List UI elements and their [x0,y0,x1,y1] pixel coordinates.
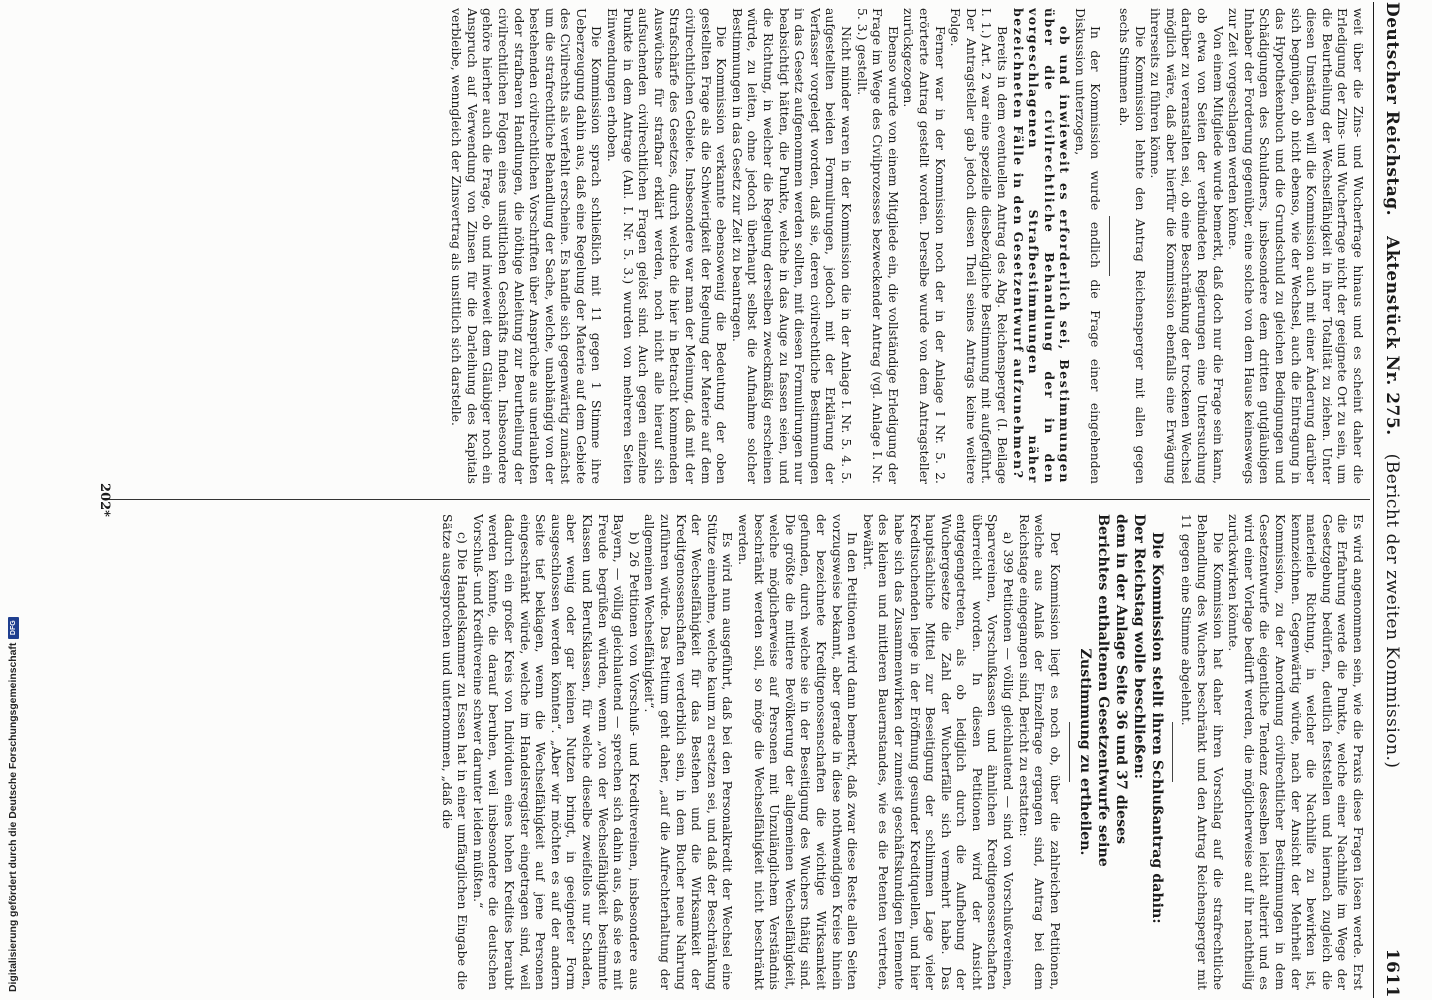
section-separator [1110,216,1111,276]
running-header [1376,2,1402,998]
resolution-line: Berichtes enthaltenen Gesetzentwurfe seine [1094,514,1111,867]
right-paragraph: b) 26 Petitionen von Vorschuß- und Kreditvereinen, insbesondere aus Bayern, — völlig gleichlautend — sprechen sich dahin aus, daß sie es mit Freude begrüßen würden, wenn „von der Wechselfähigkeit bestimmte Klassen und Berufsklassen, für welche dieselbe zweifellos nur Schaden, aber wenig oder gar keinen Nutzen bringt, in geeigneter Form ausgeschlossen werden könnten“. „Aber wir möchten es auf der andern Seite tief beklagen, wenn die Wechselfähigkeit auf jene Personen eingeschränkt würde, welche im Handelsregister eingetragen sind, weil dadurch ein großer Kreis von Individuen eines hohen Kredites beraubt werden könnte, die darauf beruhen, weil insbesondere die deutschen Vorschuß- und Kreditvereine schwer darunter leiden müßten.“ [470,514,642,990]
header-page-number: 1611 [1382,948,1402,998]
left-paragraph: Ebenso wurde von einem Mitgliede ein, die vollständige Erledigung der Frage im Wege des Civilprozesses bezweckender Antrag (vgl. Anlage I. Nr. 5. 3.) gestellt. [854,8,901,484]
resolution-line: Zustimmung zu ertheilen. [1076,648,1093,856]
left-paragraph: Ferner war in der Kommission noch der in der Anlage I Nr. 5. 2. erörterte Antrag gestellt worden. Derselbe wurde von dem Antragsteller zurückgezogen. [901,8,948,484]
left-paragraph: weit über die Zins- und Wucherfrage hinaus und es scheint daher die Erledigung der Zins- und Wucherfrage nicht der geeignete Ort zu sein, um die Beurtheilung der Wechselfähigkeit in ihrer Totalität zu ziehen. Unter diesen Umständen will die Kommission auch mit einer Änderung darüber sich begnügen, ob nicht ebenso, wie der Wechsel, auch die Eintragung in das Hypothekenbuch und die Grundschuld zu gleichen Bedingungen und Schädigungen des Schuldners, insbesondere dem dritten gutgläubigen Inhaber der Forderung gegenüber, eine solche von dem Hause keineswegs zur Zeit vorgeschlagen werden könne. [1226,8,1366,484]
left-paragraph: Bereits in dem eventuellen Antrag des Abg. Reichensperger (I. Beilage I. 1.) Art. 2 war eine spezielle diesbezügliche Bestimmung mit aufgeführt. Der Antragsteller gab jedoch diesen Theil seines Antrags keine weitere Folge. [948,8,1010,484]
header-subtitle: (Bericht der zweiten Kommission.) [1382,453,1402,769]
rotated-document-page [96,2,1406,998]
left-paragraph: Von einem Mitgliede wurde bemerkt, daß doch nur die Frage sein kann, ob etwa von Seiten der verbündeten Regierungen eine Untersuchung darüber zu veranstalten sei, ob eine Beschränkung der trockenen Wechsel möglich wäre, daß aber hierfür die Kommission ebenfalls eine Erwägung ihrerseits zu führen könne. [1148,8,1226,484]
left-question-block: ob und inwieweit es erforderlich sei, Bestimmungen über die civilrechtliche Behandlung der in den vorgeschlagenen Strafbestimmungen näher bezeichneten Fälle in den Gesetzentwurf aufzunehmen? [1010,8,1073,484]
resolution-line: dem in der Anlage Seite 36 und 37 dieses [1112,514,1129,845]
right-paragraph: Es wird angenommen sein, wie die Praxis diese Fragen lösen werde. Erst die Erfahrung werde die Punkte, welche einer Nachhilfe im Wege der Gesetzgebung bedürfen, deutlich feststellen und hiernach zugleich die materielle Richtung, in welcher die Nachhilfe zu bewirken ist, kennzeichnen. Gegenwärtig würde, nach der Ansicht der Mehrheit der Kommission, zu der Anordnung civilrechtlicher Bestimmungen in dem Gesetzentwurfe die eigentliche Tendenz desselben leicht alterirt und es wird einer Vorlage bedürft werden, die möglicherweise auf ihr nachtheilig zurückwirken könnte. [1226,514,1366,990]
header-title: Deutscher Reichstag. [1382,2,1402,217]
left-column [110,8,1366,484]
left-paragraph: Die Kommission lehnte den Antrag Reichensperger mit allen gegen sechs Stimmen ab. [1117,8,1148,484]
resolution-line: Die Kommission stellt ihren Schlußantrag dahin: [1148,532,1165,924]
section-separator [1172,722,1173,782]
right-paragraph: a) 399 Petitionen — völlig gleichlautend — sind von Vorschußvereinen, Sparvereinen, Vorschußkassen und ähnlichen Kreditgenossenschaften überreicht worden. In diesen Petitionen wird der Ansicht entgegengetreten, als ob lediglich durch die Aufhebung der Wuchergesetze die Zahl der Wucherfälle sich vermehrt habe. Das hauptsächliche Mittel zur Beseitigung der schlimmen Lage vieler Kreditsuchenden liege in der Eröffnung gesunder Kreditquellen, und hier habe sich das Zusammenwirken der zumeist geschäftskundigen Elemente des kleinen und mittleren Bauernstandes, wie es die Petenten vertreten, bewährt. [860,514,1017,990]
header-item: Aktenstück Nr. 275. [1382,236,1402,436]
header-rule [1373,2,1374,998]
left-paragraph: In der Kommission wurde endlich die Frage einer eingehenden Diskussion unterzogen, [1072,8,1104,484]
right-paragraph: Es wird nun ausgeführt, daß bei den Personalkredit der Wechsel eine Stütze einnehme, welche kaum zu ersetzen sei, und daß der Beschränkung der Wechselfähigkeit für das Bestehen und die Wirksamkeit der Kreditgenossenschaften verderblich sein, in dem Bucher neue Nahrung zuführen würde. Das Petitum geht daher, „auf die Aufrechterhaltung der allgemeinen Wechselfähigkeit“. [642,514,736,990]
column-divider [106,499,1370,500]
digitisation-credit [8,617,19,992]
dfg-logo-icon: DFG [8,617,19,639]
right-paragraph: Der Kommission liegt es noch ob, über die zahlreichen Petitionen, welche aus Anlaß der Einzelfrage ergangen sind, Antrag bei dem Reichstage eingegangen sind, Bericht zu erstatten: [1016,514,1063,990]
left-paragraph: Die Kommission sprach schließlich mit 11 gegen 1 Stimme ihre Ueberzeugung dahin aus, daß eine Regelung der Materie auf dem Gebiete des Civilrechts als verfehlt erscheine. Es handle sich gegenwärtig zunächst um die strafrechtliche Behandlung der Sache, welche, unabhängig von der bestehenden civilrechtlichen Vorschriften über Ansprüche aus unerlaubten oder strafbaren Handlungen, die nöthige Anleitung zur Beurtheilung der civilrechtlichen Folgen eines unsittlichen Geschäfts finden. Insbesondere gehöre hierher auch die Frage, ob und inwieweit dem Gläubiger noch ein Anspruch auf Verwendung von Zinsen für die Darleihung des Kapitals verbleibe, wenngleich der Zinsvertrag als unsittlich sich darstelle. [449,8,605,484]
right-column [110,514,1366,990]
section-separator [1069,722,1070,782]
right-paragraph: c) Die Handelskammer zu Essen hat in einer umfänglichen Eingabe die Sätze ausgesprochen und unternommen, „daß die [439,514,471,990]
left-paragraph: Die Kommission verkannte ebensowenig die Bedeutung der oben gestellten Frage als die Schwierigkeit der Regelung der Materie auf dem civilrechtlichen Gebiete. Insbesondere war man der Meinung, daß mit der Strafschärfe des Gesetzes, durch welche die hier in Betracht kommenden Auswüchse für strafbar erklärt werden, noch nicht alle hierauf sich aufsuchenden civilrechtlichen Fragen gelöst sind. Auch gegen einzelne Punkte in dem Antrage (Anl. I. Nr. 5. 3.) wurden von mehreren Seiten Einwendungen erhoben. [605,8,730,484]
footer-page-mark: 202* [97,483,112,517]
left-paragraph: Nicht minder waren in der Kommission die in der Anlage I. Nr. 5. 4. 5. aufgestellten beiden Formulirungen, jedoch mit der Erklärung der Verfasser vorgelegt worden, daß sie, deren civilrechtliche Bestimmungen in das Gesetz aufgenommen werden sollten, mit diesen Formulirungen nur beabsichtigt hätten, die Punkte, welche in das Auge zu fassen seien, und die Richtung, in welcher die Regelung derselben zweckmäßig erscheinen würde, zu leiten, ohne jedoch überhaupt selbst die Aufnahme solcher Bestimmungen in das Gesetz zur Zeit zu beantragen. [729,8,854,484]
right-paragraph: Die Kommission hat daher ihren Vorschlag auf die strafrechtliche Behandlung des Wuchers beschränkt und den Antrag Reichensperger mit 11 gegen eine Stimme abgelehnt. [1179,514,1226,990]
credit-text: Digitalisierung gefördert durch die Deutsche Forschungsgemeinschaft [8,642,19,992]
resolution-line: Der Reichstag wolle beschließen: [1130,514,1147,779]
resolution-block [1076,514,1166,990]
right-paragraph: In den Petitionen wird dann bemerkt, daß zwar diese Reste allen Seiten vorzugsweise bekannt, aber gerade in diese nothwendigen Kreise hinein der bezeichnete Kreditgenossenschaften die wichtige Wirksamkeit gefunden, durch welche sie in der Beseitigung des Wuchers thätig sind. Die größte die mittlere Bevölkerung der allgemeinen Wechselfähigkeit, welche möglicherweise auf Personen mit Unzulänglichem Verständnis beschränkt werden soll, so möge die Wechselfähigkeit nicht beschränkt werden. [736,514,861,990]
